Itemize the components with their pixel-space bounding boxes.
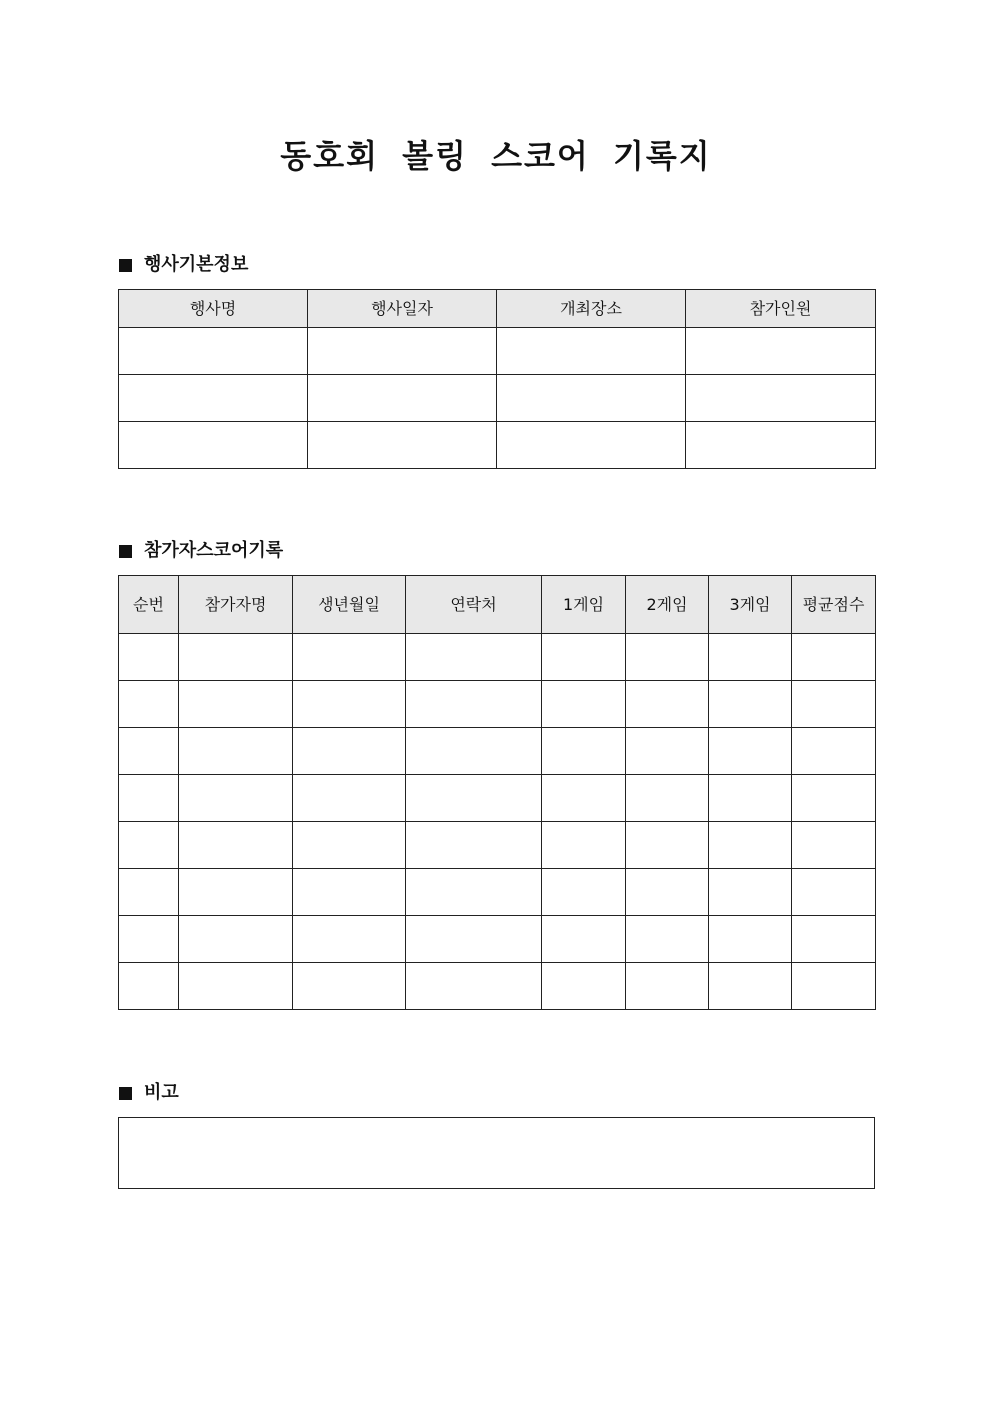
table-cell[interactable] — [406, 869, 542, 916]
table-cell[interactable] — [119, 822, 179, 869]
score-record-table — [118, 575, 876, 1010]
score-row — [119, 916, 876, 963]
table-cell[interactable] — [406, 963, 542, 1010]
table-cell[interactable] — [179, 681, 293, 728]
table-cell[interactable] — [542, 681, 626, 728]
table-cell[interactable] — [308, 328, 497, 375]
score-record-heading — [119, 539, 283, 563]
table-cell[interactable] — [626, 728, 709, 775]
table-cell[interactable] — [293, 681, 406, 728]
event-row — [119, 422, 876, 469]
table-cell[interactable] — [792, 775, 876, 822]
table-cell[interactable] — [542, 728, 626, 775]
table-cell[interactable] — [406, 728, 542, 775]
column-header-participant-name: 참가자명 — [179, 576, 293, 634]
table-cell[interactable] — [406, 634, 542, 681]
table-cell[interactable] — [179, 869, 293, 916]
table-cell[interactable] — [406, 916, 542, 963]
score-row — [119, 963, 876, 1010]
table-cell[interactable] — [626, 869, 709, 916]
table-cell[interactable] — [792, 963, 876, 1010]
event-row — [119, 375, 876, 422]
remarks-heading — [119, 1081, 179, 1105]
score-row — [119, 728, 876, 775]
table-cell[interactable] — [626, 775, 709, 822]
event-row — [119, 328, 876, 375]
table-cell[interactable] — [792, 822, 876, 869]
table-cell[interactable] — [542, 869, 626, 916]
column-header-game-2: 2게임 — [626, 576, 709, 634]
table-cell[interactable] — [406, 775, 542, 822]
table-cell[interactable] — [119, 634, 179, 681]
table-cell[interactable] — [626, 822, 709, 869]
column-header-game-3: 3게임 — [709, 576, 792, 634]
event-info-table — [118, 289, 876, 469]
table-cell[interactable] — [293, 869, 406, 916]
table-cell[interactable] — [792, 681, 876, 728]
column-header-average-score: 평균점수 — [792, 576, 876, 634]
score-row — [119, 869, 876, 916]
table-cell[interactable] — [709, 822, 792, 869]
table-cell[interactable] — [497, 375, 686, 422]
table-cell[interactable] — [626, 681, 709, 728]
table-cell[interactable] — [626, 916, 709, 963]
table-cell[interactable] — [293, 916, 406, 963]
score-row — [119, 634, 876, 681]
table-cell[interactable] — [709, 869, 792, 916]
table-cell[interactable] — [119, 775, 179, 822]
table-cell[interactable] — [293, 822, 406, 869]
event-info-heading — [119, 253, 248, 277]
table-cell[interactable] — [119, 963, 179, 1010]
table-cell[interactable] — [119, 375, 308, 422]
table-cell[interactable] — [709, 775, 792, 822]
table-cell[interactable] — [542, 775, 626, 822]
table-cell[interactable] — [686, 375, 876, 422]
table-cell[interactable] — [709, 728, 792, 775]
event-info-heading-label: 행사기본정보 — [144, 254, 249, 275]
table-cell[interactable] — [686, 422, 876, 469]
table-cell[interactable] — [293, 634, 406, 681]
table-cell[interactable] — [293, 963, 406, 1010]
column-header-contact: 연락처 — [406, 576, 542, 634]
column-header-birthdate: 생년월일 — [293, 576, 406, 634]
table-cell[interactable] — [406, 822, 542, 869]
score-row — [119, 775, 876, 822]
table-cell[interactable] — [626, 963, 709, 1010]
table-cell[interactable] — [626, 634, 709, 681]
table-cell[interactable] — [709, 634, 792, 681]
table-cell[interactable] — [709, 963, 792, 1010]
column-header-game-1: 1게임 — [542, 576, 626, 634]
remarks-heading-label: 비고 — [144, 1082, 179, 1103]
table-cell[interactable] — [179, 916, 293, 963]
event-header-row — [119, 290, 876, 328]
remarks-field[interactable] — [118, 1117, 875, 1189]
table-cell[interactable] — [542, 916, 626, 963]
score-record-heading-label: 참가자스코어기록 — [144, 540, 284, 561]
table-cell[interactable] — [119, 422, 308, 469]
table-cell[interactable] — [293, 728, 406, 775]
table-cell[interactable] — [406, 681, 542, 728]
column-header-event-name: 행사명 — [119, 290, 308, 328]
table-cell[interactable] — [542, 963, 626, 1010]
square-bullet-icon — [119, 545, 132, 558]
table-cell[interactable] — [179, 775, 293, 822]
table-cell[interactable] — [119, 869, 179, 916]
square-bullet-icon — [119, 259, 132, 272]
table-cell[interactable] — [542, 822, 626, 869]
table-cell[interactable] — [119, 328, 308, 375]
column-header-attendees: 참가인원 — [686, 290, 876, 328]
score-row — [119, 822, 876, 869]
column-header-event-date: 행사일자 — [308, 290, 497, 328]
table-cell[interactable] — [308, 375, 497, 422]
table-cell[interactable] — [179, 822, 293, 869]
score-header-row — [119, 576, 876, 634]
table-cell[interactable] — [709, 681, 792, 728]
table-cell[interactable] — [179, 963, 293, 1010]
table-cell[interactable] — [308, 422, 497, 469]
table-cell[interactable] — [119, 916, 179, 963]
page-title: 동호회 볼링 스코어 기록지 — [280, 137, 712, 175]
table-cell[interactable] — [497, 328, 686, 375]
table-cell[interactable] — [792, 728, 876, 775]
table-cell[interactable] — [497, 422, 686, 469]
table-cell[interactable] — [179, 728, 293, 775]
table-cell[interactable] — [179, 634, 293, 681]
table-cell[interactable] — [709, 916, 792, 963]
column-header-venue: 개최장소 — [497, 290, 686, 328]
table-cell[interactable] — [293, 775, 406, 822]
score-row — [119, 681, 876, 728]
table-cell[interactable] — [792, 869, 876, 916]
square-bullet-icon — [119, 1087, 132, 1100]
table-cell[interactable] — [119, 681, 179, 728]
table-cell[interactable] — [792, 634, 876, 681]
table-cell[interactable] — [542, 634, 626, 681]
table-cell[interactable] — [686, 328, 876, 375]
table-cell[interactable] — [792, 916, 876, 963]
table-cell[interactable] — [119, 728, 179, 775]
column-header-number: 순번 — [119, 576, 179, 634]
